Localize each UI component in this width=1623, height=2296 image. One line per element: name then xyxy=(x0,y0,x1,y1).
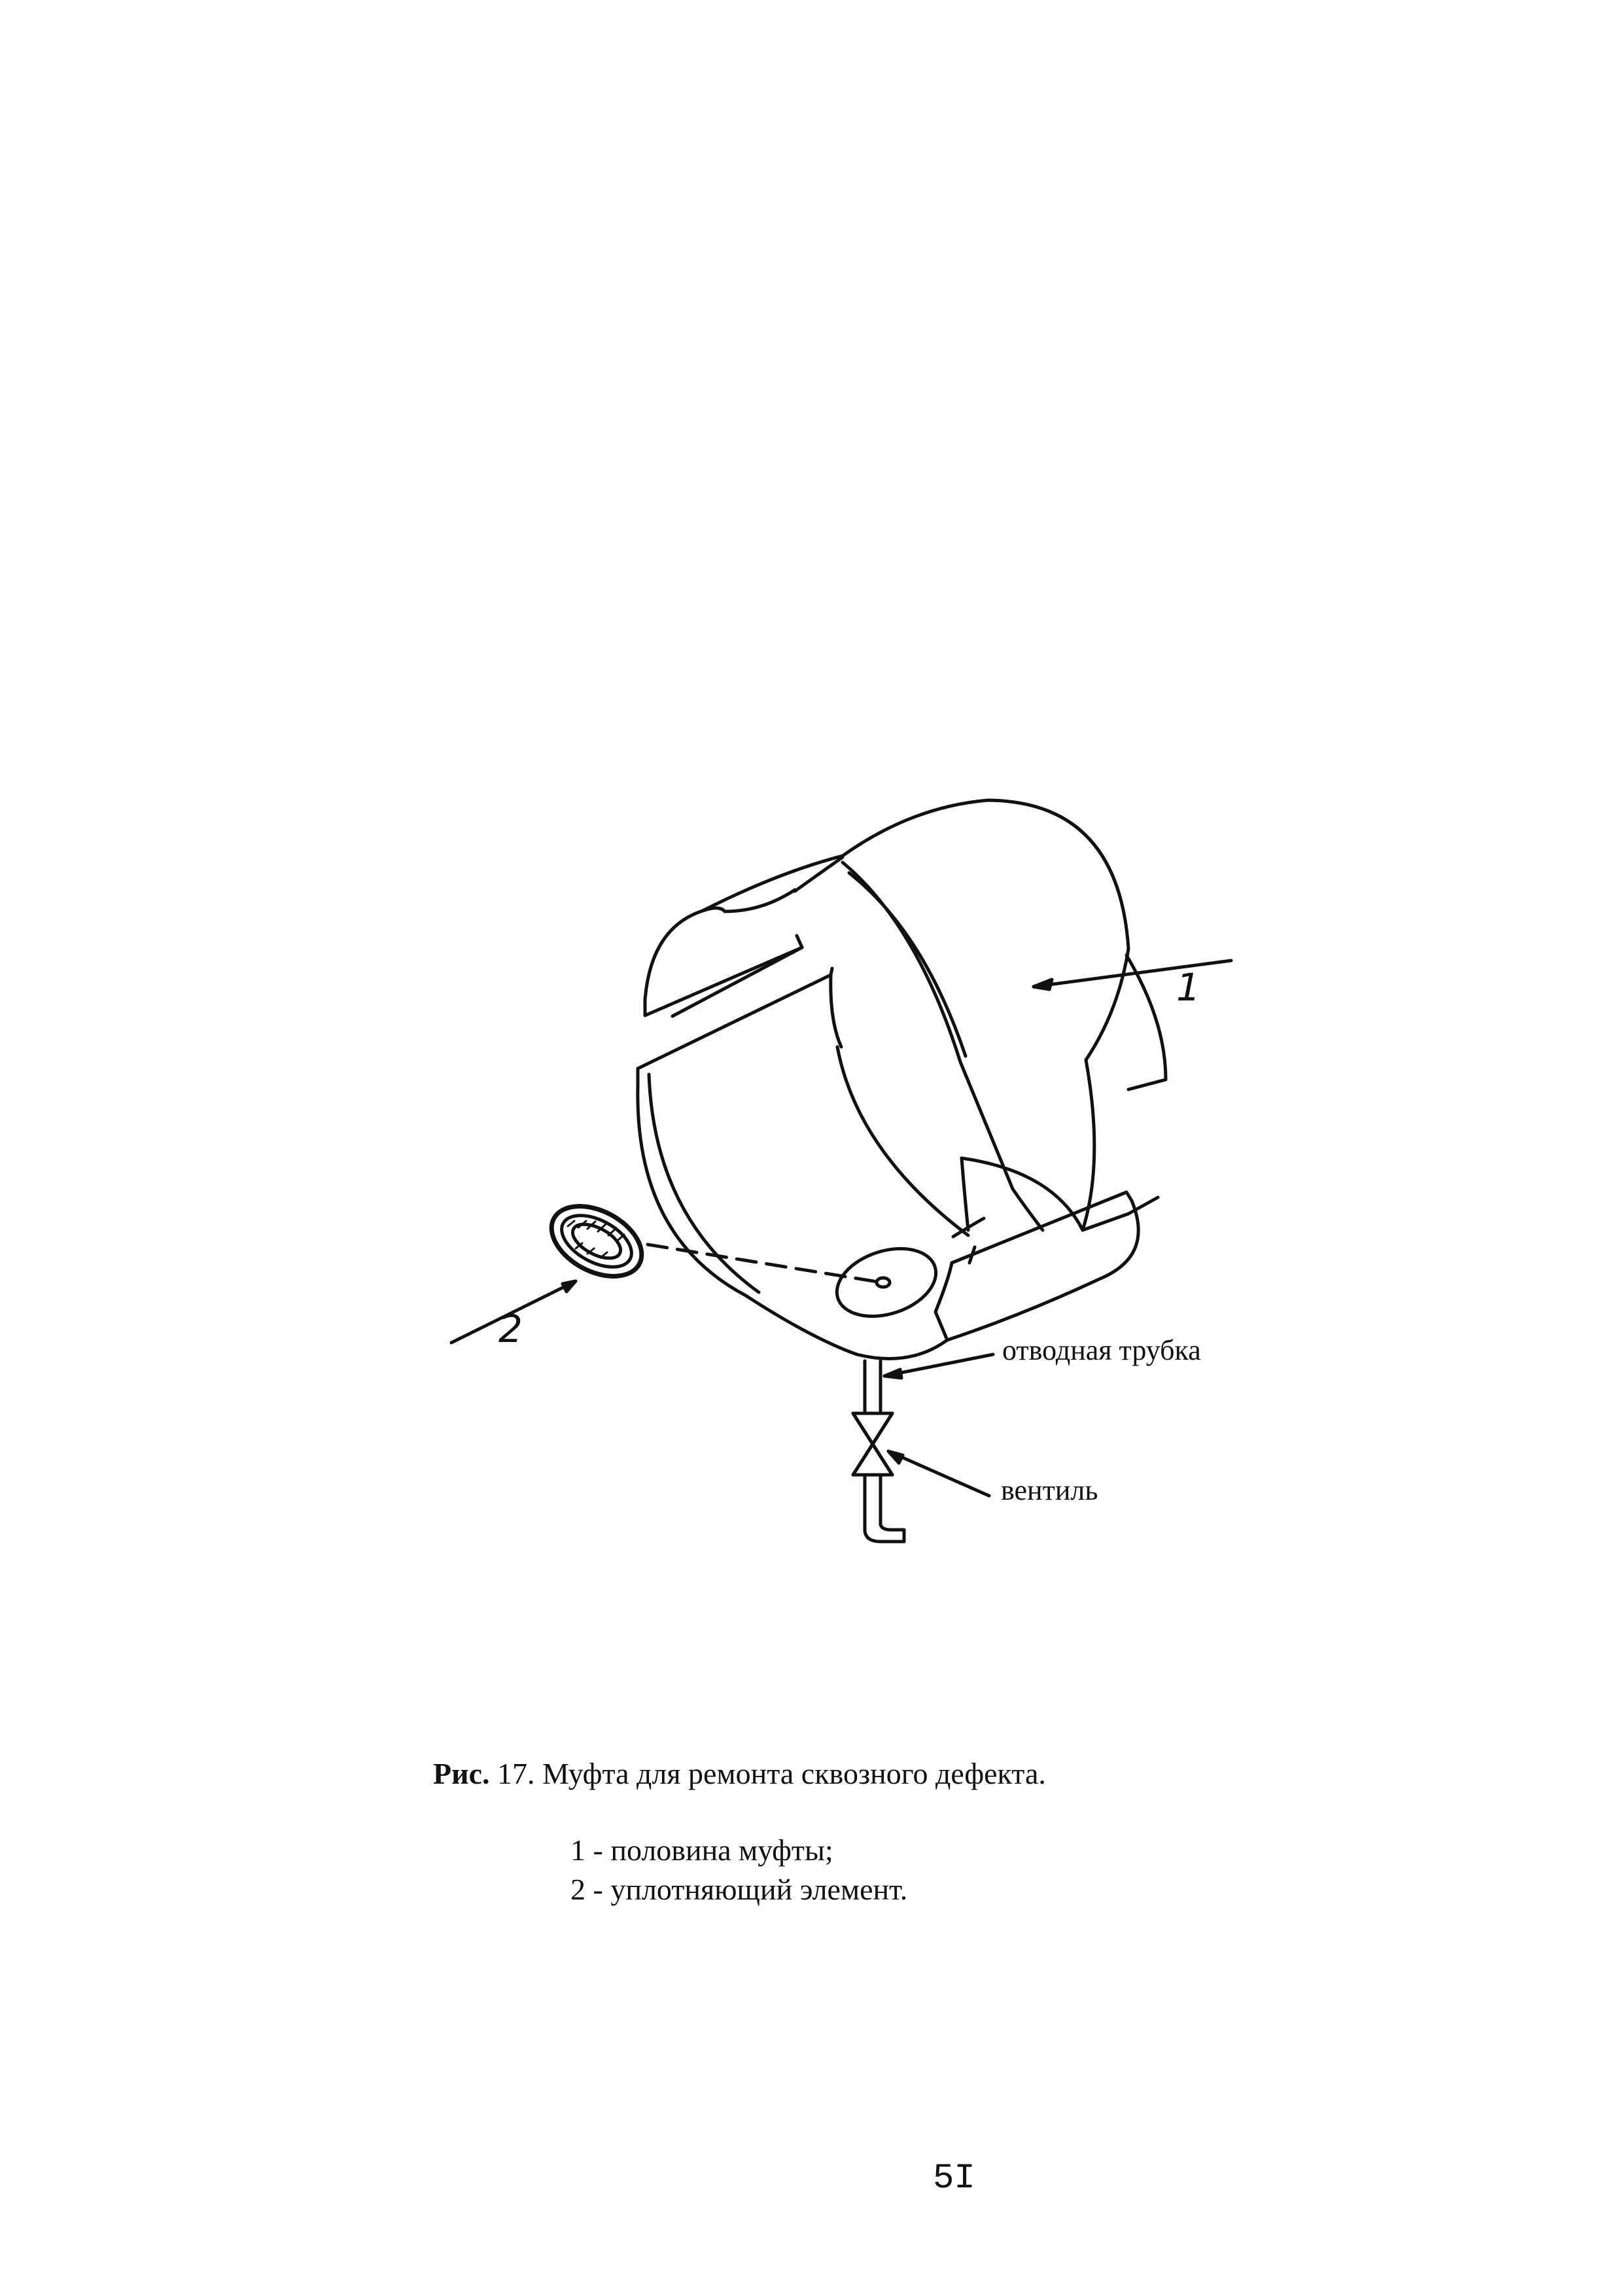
caption-title: Муфта для ремонта сквозного дефекта. xyxy=(542,1757,1046,1790)
figure-legend xyxy=(570,1831,907,1909)
legend-item-separator: - xyxy=(593,1873,603,1906)
legend-item-text: половина муфты; xyxy=(610,1833,833,1867)
callout-drain-tube: отводная трубка xyxy=(1002,1334,1201,1366)
legend-item xyxy=(570,1831,907,1870)
legend-item-number: 2 xyxy=(570,1873,585,1906)
coupling-upper-half xyxy=(645,800,1166,1237)
drain-tube xyxy=(865,1361,904,1542)
legend-item-number: 1 xyxy=(570,1833,585,1867)
caption-number: 17. xyxy=(497,1757,535,1790)
legend-item xyxy=(570,1870,907,1909)
caption-prefix: Рис. xyxy=(433,1757,490,1790)
callout-valve: вентиль xyxy=(1001,1474,1098,1506)
sealing-element xyxy=(540,1192,654,1291)
leader-line-valve xyxy=(888,1451,989,1496)
alignment-dashed-line xyxy=(648,1245,882,1282)
callout-part-1: 1 xyxy=(1176,965,1200,1010)
figure-caption xyxy=(433,1759,1046,1789)
repair-hole xyxy=(828,1237,945,1328)
legend-item-text: уплотняющий элемент. xyxy=(610,1873,908,1906)
page-number: 5I xyxy=(933,2159,975,2199)
legend-item-separator: - xyxy=(593,1833,603,1867)
callout-part-2: 2 xyxy=(498,1307,523,1351)
coupling-lower-half xyxy=(638,968,1138,1358)
valve xyxy=(853,1413,892,1475)
